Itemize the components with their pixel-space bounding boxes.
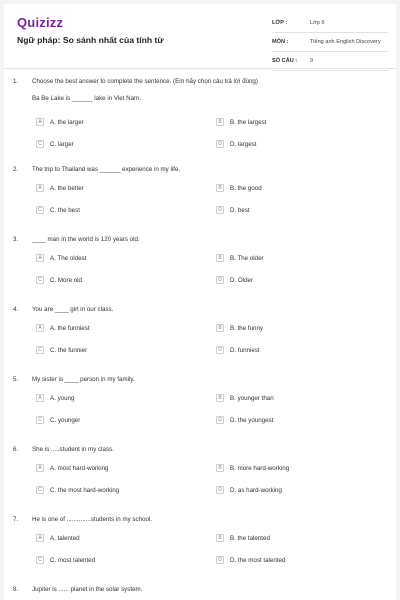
question-number: 6. <box>13 446 19 453</box>
option-label: B. the funny <box>230 324 264 332</box>
option-label: B. the good <box>230 184 262 192</box>
option-letter-box: C <box>36 276 44 284</box>
meta-label: LỚP : <box>272 20 288 26</box>
worksheet-title: Ngữ pháp: So sánh nhất của tính từ <box>17 35 164 45</box>
answer-option-b[interactable] <box>216 394 274 402</box>
option-letter-box: A <box>36 118 44 126</box>
answer-option-c[interactable] <box>36 346 87 354</box>
question-text: ____ man in the world is 120 years old. <box>32 236 140 243</box>
option-letter-box: B <box>216 464 224 472</box>
answer-option-d[interactable] <box>216 416 273 424</box>
option-letter-box: C <box>36 140 44 148</box>
option-label: C. larger <box>50 140 74 148</box>
option-label: D. Older <box>230 276 254 284</box>
option-label: D. the youngest <box>230 416 274 424</box>
option-label: B. more hard-working <box>230 464 290 472</box>
answer-option-a[interactable] <box>36 254 86 262</box>
option-label: C. the best <box>50 206 80 214</box>
option-label: B. younger than <box>230 394 274 402</box>
option-letter-box: D <box>216 206 224 214</box>
answer-option-a[interactable] <box>36 534 80 542</box>
answer-option-b[interactable] <box>216 254 264 262</box>
answer-option-d[interactable] <box>216 276 253 284</box>
meta-value: 9 <box>310 58 314 64</box>
option-label: A. the better <box>50 184 84 192</box>
option-letter-box: A <box>36 254 44 262</box>
answer-option-a[interactable] <box>36 118 84 126</box>
answer-option-c[interactable] <box>36 276 82 284</box>
meta-row-subject <box>272 33 388 52</box>
meta-row-grade <box>272 14 388 33</box>
option-letter-box: C <box>36 416 44 424</box>
option-label: D. as hard-working <box>230 486 282 494</box>
option-letter-box: A <box>36 534 44 542</box>
question-number: 4. <box>13 306 19 313</box>
option-letter-box: B <box>216 534 224 542</box>
worksheet-header <box>4 4 396 69</box>
option-label: A. most hard-working <box>50 464 109 472</box>
answer-option-d[interactable] <box>216 556 285 564</box>
answer-option-d[interactable] <box>216 346 260 354</box>
option-label: D. best <box>230 206 250 214</box>
answer-option-b[interactable] <box>216 464 289 472</box>
option-label: C. the funnier <box>50 346 88 354</box>
option-letter-box: D <box>216 140 224 148</box>
option-letter-box: C <box>36 556 44 564</box>
option-letter-box: C <box>36 346 44 354</box>
question-number: 3. <box>13 236 19 243</box>
question-number: 5. <box>13 376 19 383</box>
answer-option-c[interactable] <box>36 140 74 148</box>
question-text: My sister is ____ person in my family. <box>32 376 135 383</box>
question-text: She is .....student in my class. <box>32 446 114 453</box>
answer-option-d[interactable] <box>216 206 250 214</box>
option-letter-box: B <box>216 254 224 262</box>
option-letter-box: D <box>216 556 224 564</box>
question-subtext: Ba Be Lake is ______ lake in Viet Nam. <box>32 95 141 102</box>
option-letter-box: B <box>216 184 224 192</box>
question-number: 8. <box>13 586 19 593</box>
option-label: C. younger <box>50 416 81 424</box>
option-letter-box: B <box>216 324 224 332</box>
option-label: C. most talented <box>50 556 96 564</box>
worksheet-meta <box>272 14 388 71</box>
option-label: C. More old <box>50 276 82 284</box>
answer-option-a[interactable] <box>36 324 90 332</box>
answer-option-c[interactable] <box>36 556 95 564</box>
answer-option-c[interactable] <box>36 416 80 424</box>
answer-option-a[interactable] <box>36 184 84 192</box>
answer-option-d[interactable] <box>216 140 256 148</box>
meta-label: MÔN : <box>272 39 289 45</box>
option-letter-box: A <box>36 324 44 332</box>
option-label: B. the talented <box>230 534 270 542</box>
question-text: The trip to Thailand was ______ experience in my life. <box>32 166 181 173</box>
option-label: A. the funniest <box>50 324 90 332</box>
option-label: B. the largest <box>230 118 267 126</box>
option-letter-box: D <box>216 486 224 494</box>
answer-option-c[interactable] <box>36 206 80 214</box>
question-text: He is one of ..............students in my school. <box>32 516 153 523</box>
option-letter-box: C <box>36 486 44 494</box>
answer-option-b[interactable] <box>216 118 266 126</box>
option-letter-box: D <box>216 416 224 424</box>
option-letter-box: A <box>36 394 44 402</box>
option-letter-box: A <box>36 184 44 192</box>
meta-label: SỐ CÂU : <box>272 58 298 64</box>
option-letter-box: B <box>216 118 224 126</box>
question-number: 1. <box>13 78 19 85</box>
option-label: D. largest <box>230 140 257 148</box>
question-number: 2. <box>13 166 19 173</box>
answer-option-b[interactable] <box>216 184 262 192</box>
meta-value: Tiếng anh English Discovery <box>310 39 381 45</box>
answer-option-c[interactable] <box>36 486 119 494</box>
question-number: 7. <box>13 516 19 523</box>
option-label: A. The oldest <box>50 254 87 262</box>
meta-row-question-count <box>272 52 388 71</box>
answer-option-a[interactable] <box>36 394 74 402</box>
option-label: D. funniest <box>230 346 260 354</box>
option-letter-box: D <box>216 346 224 354</box>
option-label: A. talented <box>50 534 80 542</box>
answer-option-b[interactable] <box>216 324 263 332</box>
option-letter-box: C <box>36 206 44 214</box>
answer-option-b[interactable] <box>216 534 270 542</box>
answer-option-d[interactable] <box>216 486 282 494</box>
answer-option-a[interactable] <box>36 464 108 472</box>
option-letter-box: D <box>216 276 224 284</box>
option-label: B. The older <box>230 254 264 262</box>
option-label: A. young <box>50 394 75 402</box>
worksheet-page <box>4 4 396 600</box>
option-label: D. the most talented <box>230 556 286 564</box>
question-text: Jupiter is ...... planet in the solar system. <box>32 586 143 593</box>
question-text: Choose the best answer to complete the sentence. (Em hãy chọn câu trả lời đúng) <box>32 78 258 85</box>
meta-value: Lớp 6 <box>310 20 325 26</box>
question-text: You are ____ girl in our class. <box>32 306 114 313</box>
option-letter-box: A <box>36 464 44 472</box>
option-letter-box: B <box>216 394 224 402</box>
quizizz-logo: Quizizz <box>17 15 64 30</box>
option-label: A. the larger <box>50 118 84 126</box>
option-label: C. the most hard-working <box>50 486 120 494</box>
